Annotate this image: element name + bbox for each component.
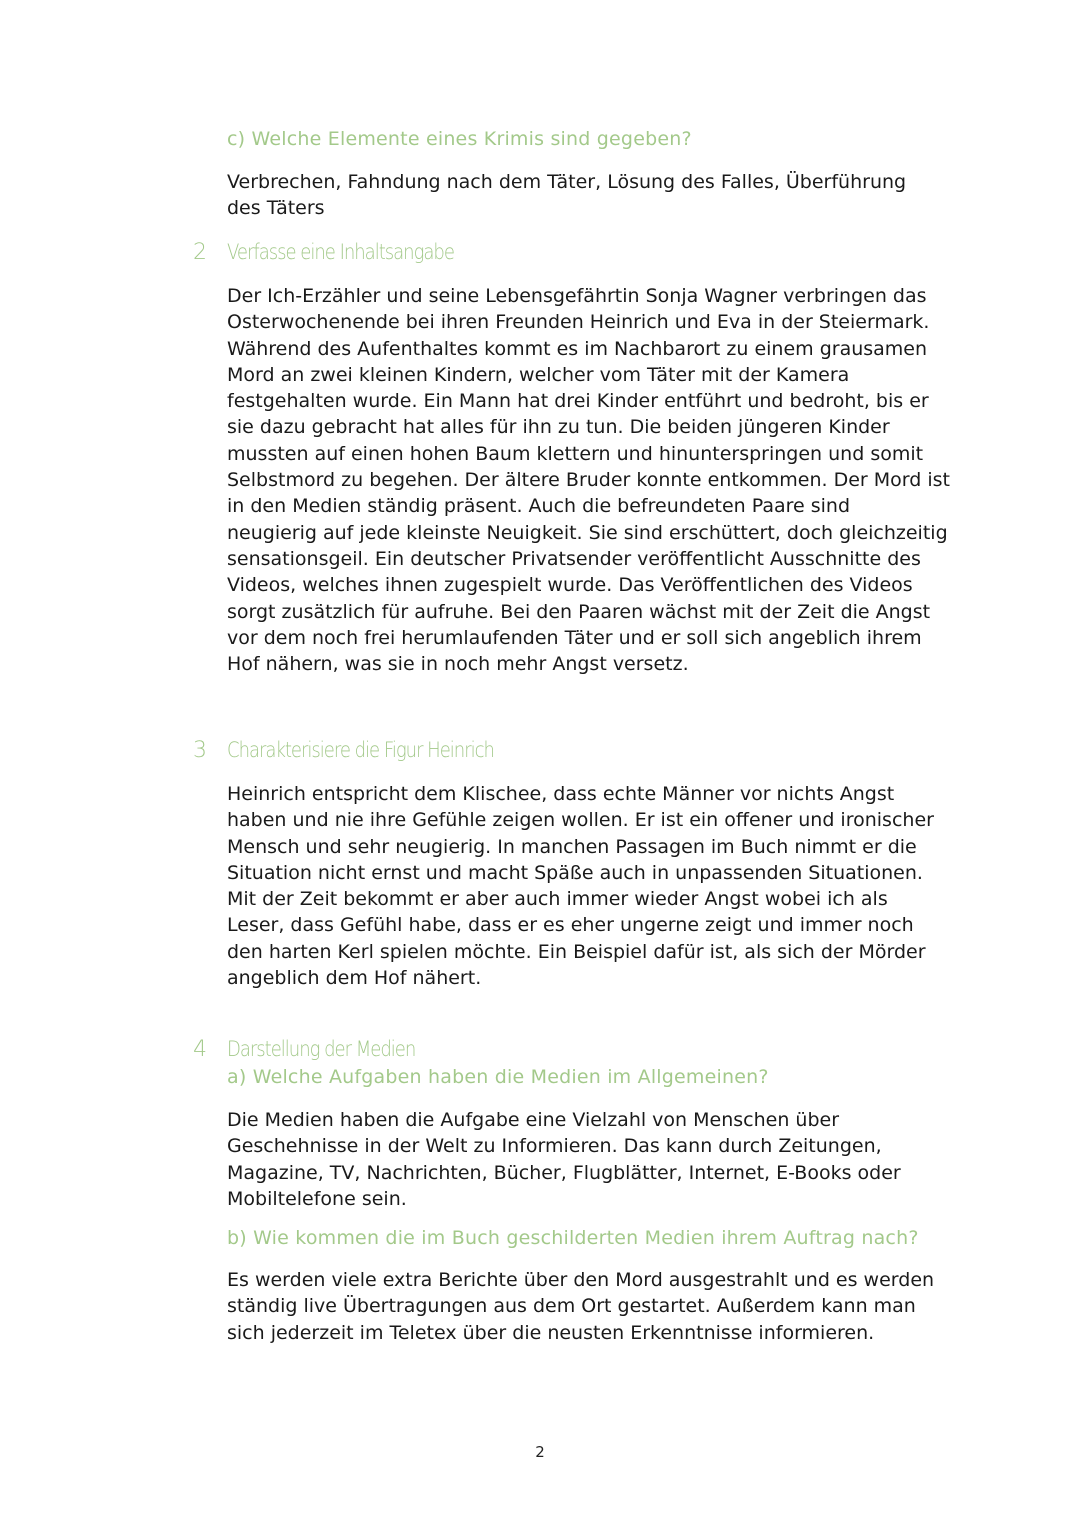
answer-line: ständig live Übertragungen aus dem Ort gestartet. Außerdem kann man bbox=[227, 1295, 916, 1318]
answer-line: Videos, welches ihnen zugespielt wurde. Das Veröffentlichen des Videos bbox=[227, 574, 913, 597]
answer-line: Geschehnisse in der Welt zu Informieren. Das kann durch Zeitungen, bbox=[227, 1135, 882, 1158]
answer-line: mussten auf einen hohen Baum klettern und hinunterspringen und somit bbox=[227, 442, 924, 465]
answer-line: neugierig auf jede kleinste Neuigkeit. Sie sind erschüttert, doch gleichzeitig bbox=[227, 521, 948, 544]
answer-line: Heinrich entspricht dem Klischee, dass echte Männer vor nichts Angst bbox=[227, 783, 895, 805]
page-number: 2 bbox=[535, 1443, 545, 1461]
question-3-number: 3 bbox=[193, 738, 207, 763]
answer-line: den harten Kerl spielen möchte. Ein Beispiel dafür ist, als sich der Mörder bbox=[227, 940, 926, 963]
question-2-number: 2 bbox=[193, 240, 207, 265]
answer-line: Osterwochenende bei ihren Freunden Heinrich und Eva in der Steiermark. bbox=[227, 311, 930, 334]
answer-line: Es werden viele extra Berichte über den Mord ausgestrahlt und es werden bbox=[227, 1269, 935, 1291]
answer-line: Verbrechen, Fahndung nach dem Täter, Lösung des Falles, Überführung bbox=[227, 171, 907, 193]
question-4-number: 4 bbox=[193, 1037, 207, 1062]
answer-line: sie dazu gebracht hat alles für ihn zu tun. Die beiden jüngeren Kinder bbox=[227, 416, 890, 439]
question-2-answer bbox=[227, 283, 967, 677]
answer-line: sorgt zusätzlich für aufruhe. Bei den Paaren wächst mit der Zeit die Angst bbox=[227, 600, 931, 623]
question-4a-answer bbox=[227, 1107, 967, 1212]
question-4-heading: Darstellung der Medien bbox=[227, 1037, 416, 1061]
answer-line: Situation nicht ernst und macht Späße auch in unpassenden Situationen. bbox=[227, 861, 923, 884]
answer-line: Selbstmord zu begehen. Der ältere Bruder konnte entkommen. Der Mord ist bbox=[227, 469, 950, 492]
question-4a-heading: a) Welche Aufgaben haben die Medien im Allgemeinen? bbox=[227, 1066, 769, 1088]
answer-line: Die Medien haben die Aufgabe eine Vielzahl von Menschen über bbox=[227, 1109, 840, 1131]
question-4b-answer bbox=[227, 1267, 967, 1346]
answer-line: sich jederzeit im Teletex über die neusten Erkenntnisse informieren. bbox=[227, 1321, 875, 1344]
answer-line: vor dem noch frei herumlaufenden Täter und er soll sich angeblich ihrem bbox=[227, 626, 922, 649]
answer-line: Mit der Zeit bekommt er aber auch immer wieder Angst wobei ich als bbox=[227, 888, 888, 911]
answer-line: Der Ich-Erzähler und seine Lebensgefährtin Sonja Wagner verbringen das bbox=[227, 285, 927, 307]
question-1c-answer bbox=[227, 169, 967, 222]
answer-line: Leser, dass Gefühl habe, dass er es eher ungerne zeigt und immer noch bbox=[227, 914, 914, 937]
question-1c-heading: c) Welche Elemente eines Krimis sind gegeben? bbox=[227, 128, 692, 150]
answer-line: sensationsgeil. Ein deutscher Privatsender veröffentlicht Ausschnitte des bbox=[227, 547, 921, 570]
answer-line: Magazine, TV, Nachrichten, Bücher, Flugblätter, Internet, E-Books oder bbox=[227, 1161, 901, 1184]
question-3-heading: Charakterisiere die Figur Heinrich bbox=[227, 738, 494, 762]
answer-line: Während des Aufenthaltes kommt es im Nachbarort zu einem grausamen bbox=[227, 337, 928, 360]
answer-line: angeblich dem Hof nähert. bbox=[227, 967, 482, 990]
answer-line: Hof nähern, was sie in noch mehr Angst versetz. bbox=[227, 653, 689, 676]
answer-line: Mobiltelefone sein. bbox=[227, 1187, 407, 1210]
question-3-answer bbox=[227, 781, 967, 991]
answer-line: des Täters bbox=[227, 197, 325, 220]
question-2-heading: Verfasse eine Inhaltsangabe bbox=[227, 240, 454, 264]
answer-line: festgehalten wurde. Ein Mann hat drei Kinder entführt und bedroht, bis er bbox=[227, 390, 929, 413]
answer-line: in den Medien ständig präsent. Auch die befreundeten Paare sind bbox=[227, 495, 851, 518]
answer-line: haben und nie ihre Gefühle zeigen wollen. Er ist ein offener und ironischer bbox=[227, 809, 934, 832]
answer-line: Mord an zwei kleinen Kindern, welcher vom Täter mit der Kamera bbox=[227, 363, 850, 386]
answer-line: Mensch und sehr neugierig. In manchen Passagen im Buch nimmt er die bbox=[227, 835, 917, 858]
question-4b-heading: b) Wie kommen die im Buch geschilderten Medien ihrem Auftrag nach? bbox=[227, 1227, 919, 1249]
